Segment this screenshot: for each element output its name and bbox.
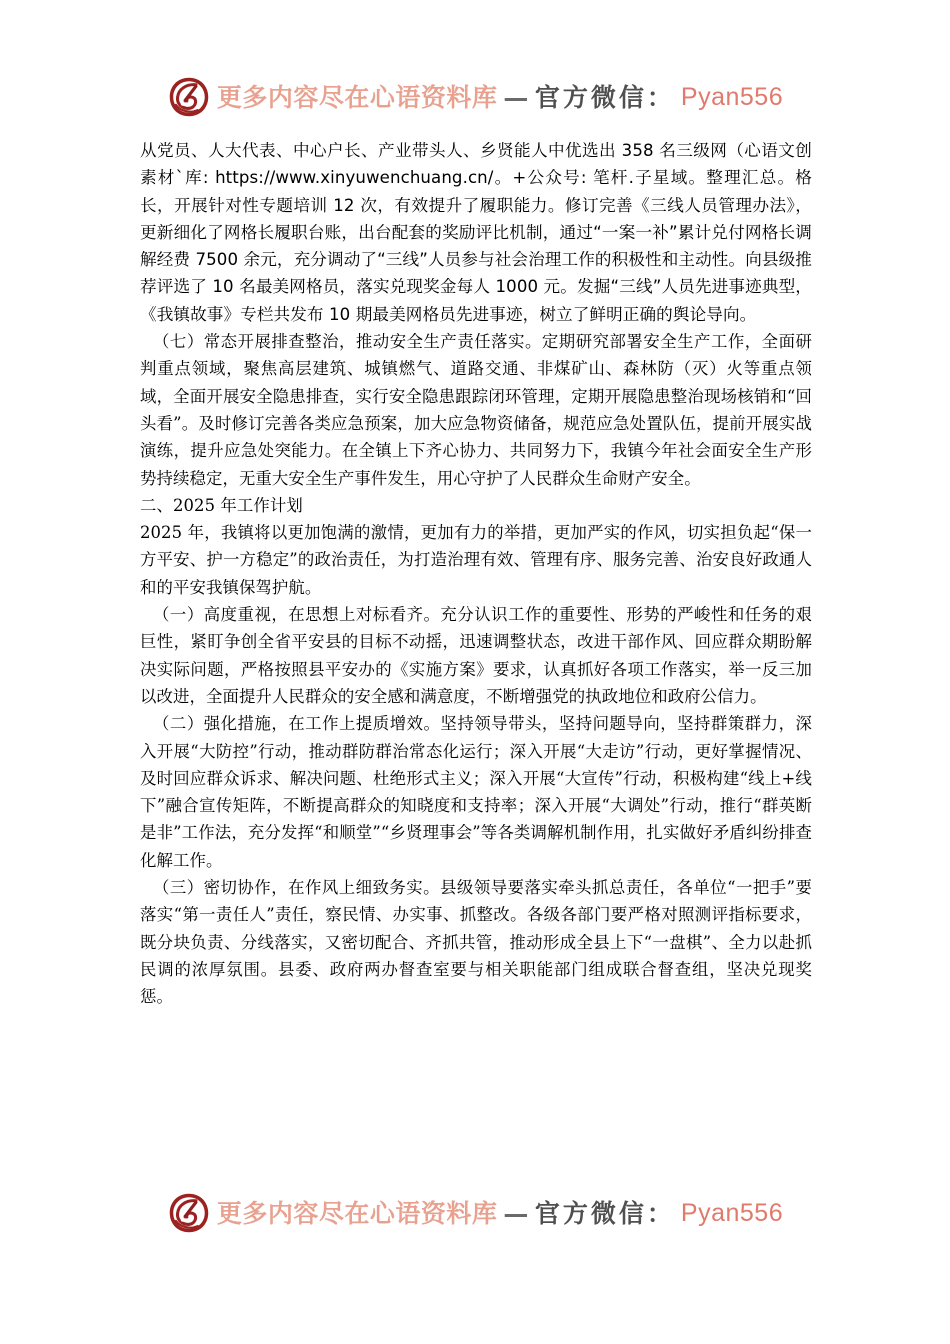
paragraph-plan-two: （二）强化措施，在工作上提质增效。坚持领导带头，坚持问题导向，坚持群策群力，深入开展“大防控”行动，推动群防群治常态化运行；深入开展“大走访”行动，更好掌握情况、及时回应群众诉求、解决问题、杜绝形式主义；深入开展“大宣传”行动，积极构建“线上+线下”融合宣传矩阵，不断提高群众的知晓度和支持率；深入开展“大调处”行动，推行“群英断是非”工作法，充分发挥“和顺堂”“乡贤理事会”等各类调解机制作用，扎实做好矛盾纠纷排查化解工作。 (140, 714, 812, 870)
document-body (140, 137, 812, 1011)
watermark-main-text: 更多内容尽在心语资料库 (216, 1198, 498, 1228)
watermark-dash: — (503, 82, 529, 112)
paragraph-grid-leaders: 从党员、人大代表、中心户长、产业带头人、乡贤能人中优选出 358 名三级网（心语文创素材`库: https://www.xinyuwenchuang.cn/。+公众号: 笔杆.子星域。整理汇总。格长，开展针对性专题培训 12 次，有效提升了履职能力。修订完善《三线人员管理办法》，更新细化了网格长履职台账，出台配套的奖励评比机制，通过“一案一补”累计兑付网格长调解经费 7500 余元，充分调动了“三线”人员参与社会治理工作的积极性和主动性。向县级推荐评选了 10 名最美网格员，落实兑现奖金每人 1000 元。发掘“三线”人员先进事迹典型，《我镇故事》专栏共发布 10 期最美网格员先进事迹，树立了鲜明正确的舆论导向。 (140, 141, 812, 324)
watermark-dash: — (503, 1198, 529, 1228)
watermark-wechat-handle: Pyan556 (680, 82, 784, 111)
watermark-wechat-handle: Pyan556 (680, 1198, 784, 1227)
paragraph-plan-three: （三）密切协作，在作风上细致务实。县级领导要落实牵头抓总责任，各单位“一把手”要落实“第一责任人”责任，察民情、办实事、抓整改。各级各部门要严格对照测评指标要求，既分块负责、分线落实，又密切配合、齐抓共管，推动形成全县上下“一盘棋”、全力以赴抓民调的浓厚氛围。县委、政府两办督查室要与相关职能部门组成联合督查组，坚决兑现奖惩。 (140, 878, 812, 1007)
watermark-label: 官方微信： (534, 1198, 675, 1228)
watermark-label: 官方微信： (534, 82, 675, 112)
paragraph-2025-intro: 2025 年，我镇将以更加饱满的激情，更加有力的举措，更加严实的作风，切实担负起“保一方平安、护一方稳定”的政治责任，为打造治理有效、管理有序、服务完善、治安良好政通人和的平安我镇保驾护航。 (140, 523, 812, 597)
paragraph-plan-one: （一）高度重视，在思想上对标看齐。充分认识工作的重要性、形势的严峻性和任务的艰巨性，紧盯争创全省平安县的目标不动摇，迅速调整状态，改进干部作风、回应群众期盼解决实际问题，严格按照县平安办的《实施方案》要求，认真抓好各项工作落实，举一反三加以改进，全面提升人民群众的安全感和满意度，不断增强党的执政地位和政府公信力。 (140, 605, 812, 706)
paragraph-section-seven: （七）常态开展排查整治，推动安全生产责任落实。定期研究部署安全生产工作，全面研判重点领域，聚焦高层建筑、城镇燃气、道路交通、非煤矿山、森林防（灭）火等重点领域，全面开展安全隐患排查，实行安全隐患跟踪闭环管理，定期开展隐患整治现场核销和“回头看”。及时修订完善各类应急预案，加大应急物资储备，规范应急处置队伍，提前开展实战演练，提升应急处突能力。在全镇上下齐心协力、共同努力下，我镇今年社会面安全生产形势持续稳定，无重大安全生产事件发生，用心守护了人民群众生命财产安全。 (140, 332, 812, 488)
watermark-footer (0, 1192, 950, 1234)
heading-2025-plan: 二、2025 年工作计划 (140, 495, 303, 515)
swirl-seal-logo-icon (167, 76, 211, 118)
watermark-main-text: 更多内容尽在心语资料库 (216, 82, 498, 112)
watermark-header (0, 76, 950, 118)
swirl-seal-logo-icon (167, 1192, 211, 1234)
